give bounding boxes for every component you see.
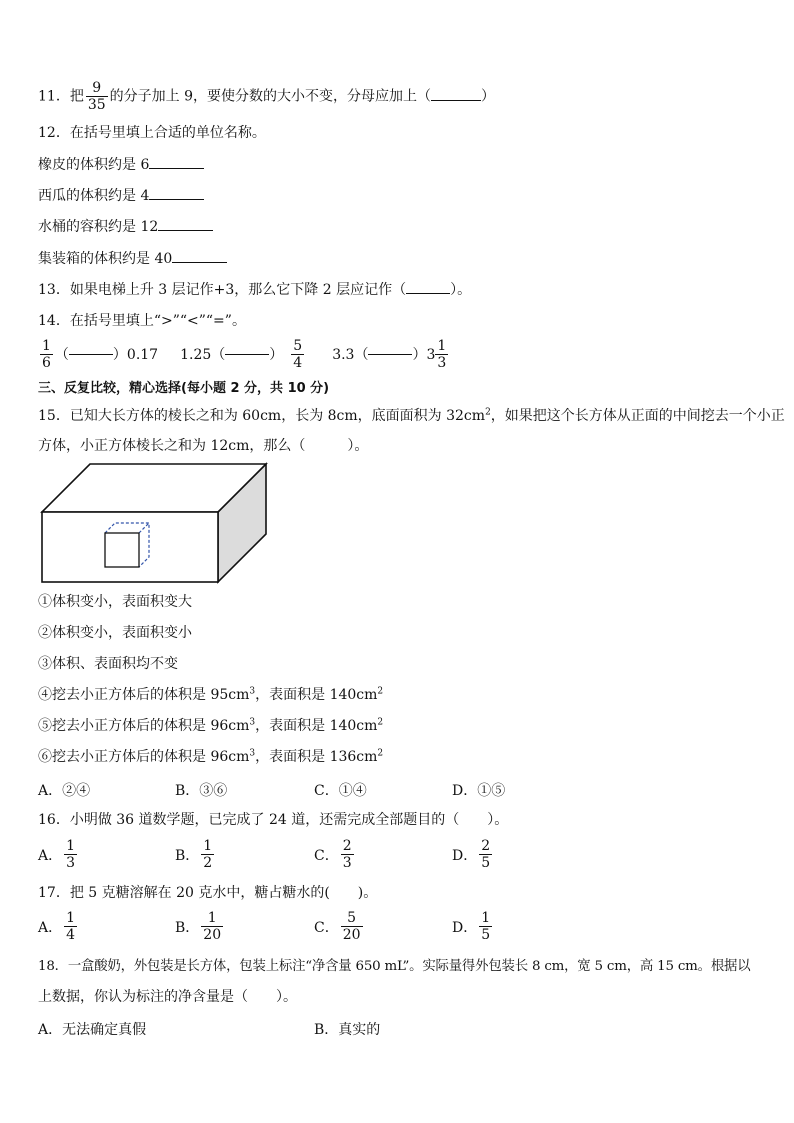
q15-option-d[interactable]: D．①⑤ <box>452 783 506 799</box>
q12-blank[interactable] <box>149 168 204 169</box>
q15-statement-6: ⑥挖去小正方体后的体积是 $96cm^3$，表面积是 $136cm^2$ <box>38 748 384 765</box>
q16-option-a[interactable]: A． $\frac{1}{3}$ <box>38 838 76 871</box>
q13-answer-blank[interactable] <box>406 293 450 294</box>
question-17: 17．把 5 克糖溶解在 20 克水中，糖占糖水的( )。 <box>38 885 378 901</box>
q12-blank[interactable] <box>158 230 213 231</box>
q14-fraction-c: $\frac{1}{3}$ <box>437 338 447 371</box>
q15-statement-4: ④挖去小正方体后的体积是 $95cm^3$，表面积是 $140cm^2$ <box>38 686 384 703</box>
q15-option-c[interactable]: C．①④ <box>314 783 367 799</box>
question-11: 11．把 $\frac{9}{35}$ 的分子加上 9，要使分数的大小不变，分母应加上（ ） <box>38 80 496 113</box>
q11-text: 的分子加上 9，要使分数的大小不变，分母应加上（ <box>109 88 432 105</box>
q12-item: 水桶的容积约是 12 <box>38 218 213 236</box>
q17-option-b[interactable]: B． $\frac{1}{20}$ <box>175 910 222 943</box>
q17-option-c[interactable]: C． $\frac{5}{20}$ <box>314 910 361 943</box>
q16-option-b[interactable]: B． $\frac{1}{2}$ <box>175 838 213 871</box>
q12-item: 西瓜的体积约是 4 <box>38 187 204 205</box>
q15-statement-3: ③体积、表面积均不变 <box>38 656 178 672</box>
q12-blank[interactable] <box>149 199 204 200</box>
q11-number: 11．把 <box>38 88 84 105</box>
cuboid-figure <box>38 460 270 584</box>
q14-fraction-a: $\frac{1}{6}$ <box>42 338 51 371</box>
q17-option-d[interactable]: D． $\frac{1}{5}$ <box>452 910 491 943</box>
q14-blank-b[interactable] <box>225 354 269 355</box>
q16-option-c[interactable]: C． $\frac{2}{3}$ <box>314 838 352 871</box>
question-14-items: $\frac{1}{6}$ （ ）0.17 1.25（ ） $\frac{5}{4}$ 3.3（ ）3 $\frac{1}{3}$ <box>42 338 447 371</box>
q14-fraction-b: $\frac{5}{4}$ <box>293 338 303 371</box>
q17-option-a[interactable]: A． $\frac{1}{4}$ <box>38 910 76 943</box>
q15-statement-5: ⑤挖去小正方体后的体积是 $96cm^3$，表面积是 $140cm^2$ <box>38 717 384 734</box>
section-3-heading: 三、反复比较，精心选择(每小题 2 分，共 10 分) <box>38 381 330 396</box>
question-18-line-1: 18．一盒酸奶，外包装是长方体，包装上标注“净含量 650 mL”。实际量得外包装长 8 cm，宽 5 cm，高 15 cm。根据以 <box>38 959 751 974</box>
q16-option-d[interactable]: D． $\frac{2}{5}$ <box>452 838 491 871</box>
q18-option-b[interactable]: B．真实的 <box>314 1022 381 1038</box>
question-15-line-1: 15．已知大长方体的棱长之和为 60cm，长为 8cm，底面面积为 $32cm^2$，如果把这个长方体从正面的中间挖去一个小正 <box>38 407 785 424</box>
q12-blank[interactable] <box>172 262 227 263</box>
question-14-title: 14．在括号里填上“>”“<”“=”。 <box>38 313 246 329</box>
q12-item: 集装箱的体积约是 40 <box>38 250 227 268</box>
q18-option-a[interactable]: A．无法确定真假 <box>38 1022 147 1038</box>
q11-fraction: $\frac{9}{35}$ <box>87 80 106 113</box>
q15-statement-2: ②体积变小，表面积变小 <box>38 625 192 641</box>
q15-option-a[interactable]: A．②④ <box>38 783 91 799</box>
question-13: 13．如果电梯上升 3 层记作+3，那么它下降 2 层应记作（ ）。 <box>38 282 472 298</box>
q12-item: 橡皮的体积约是 6 <box>38 156 204 174</box>
q14-blank-a[interactable] <box>69 354 113 355</box>
question-16: 16．小明做 36 道数学题，已完成了 24 道，还需完成全部题目的（ ）。 <box>38 812 509 828</box>
q15-statement-1: ①体积变小，表面积变大 <box>38 594 192 610</box>
q11-answer-blank[interactable] <box>431 100 481 101</box>
question-18-line-2: 上数据，你认为标注的净含量是（ ）。 <box>38 989 297 1005</box>
q14-blank-c[interactable] <box>368 354 412 355</box>
q15-option-b[interactable]: B．③⑥ <box>175 783 228 799</box>
question-15-line-2: 方体，小正方体棱长之和为 12cm，那么（ ）。 <box>38 438 369 454</box>
cuboid-front-face <box>42 512 218 582</box>
question-12-title: 12．在括号里填上合适的单位名称。 <box>38 125 266 141</box>
